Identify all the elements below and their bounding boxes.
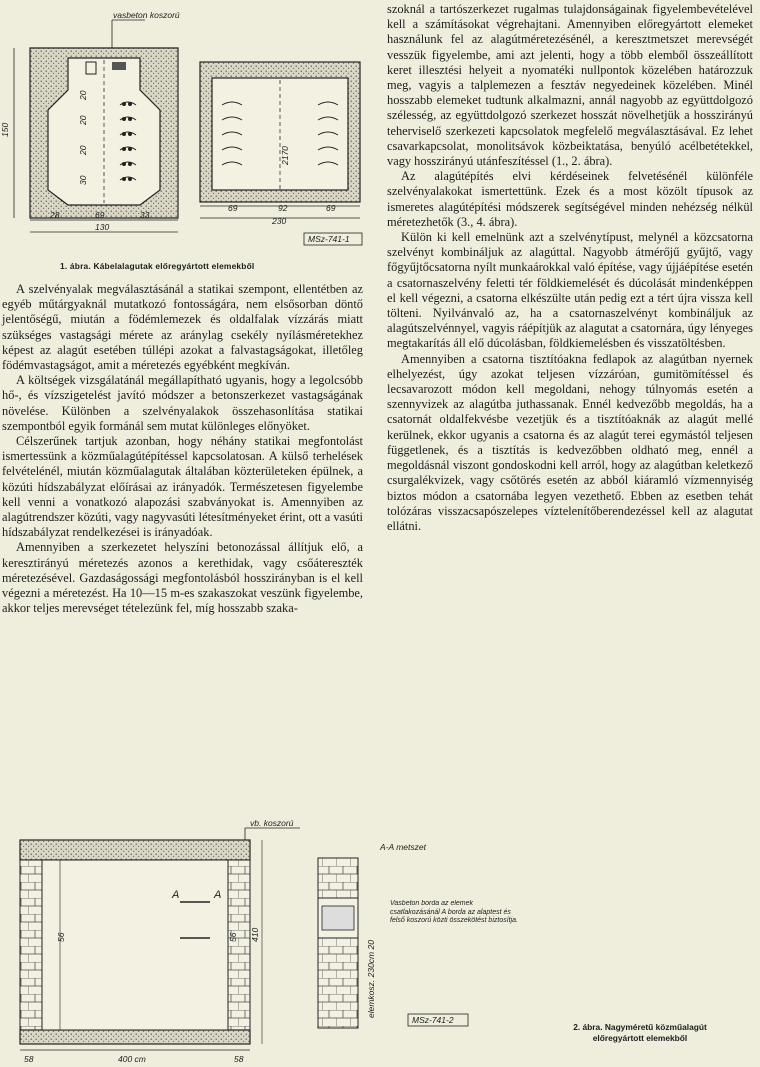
fig2-dim-height: 410 [250,927,260,942]
fig1-dim-v1: 20 [78,90,88,100]
fig2-dim-rotated: elemkosz. 230cm 20 [366,940,376,1018]
left-paragraph: A szelvényalak megválasztásánál a statikai szempont, ellentétben az egyéb műtárgyaknál mutatkozó fontosságára, nem elsősorban döntő jelentőségű, miután a födémlemezek és oldalfalak vízzárás miatt szükséges vastagsági mérete az aránylag csekély nyílásméretekhez képest az alagút esetében túllépi azokat a falvastagságokat, illetőleg födémvastagságot, amit a méretezés egyébként megkíván. [2,282,363,373]
fig1-dim-total-right: 230 [272,216,287,226]
fig2-dim-bottom-left: 58 [24,1054,34,1064]
right-paragraph: szoknál a tartószerkezet rugalmas tulajdonságainak figyelembevételével kell a számításokat végrehajtani. Amennyiben előregyártott elemeket használunk fel az alagútméretezésénél, a keresztmetszet merevségét vesszük figyelembe, ami azt jelenti, hogy a több elemből összeállított keret illesztési helyeit a nyomatéki nullpontok közelében határozzuk meg, vagyis a talplemezen a fesztáv negyedeinek közelében. Minél hosszabb elemeket tudtunk alkalmazni, annál nagyobb az együttdolgozó szélesség, az együttdolgozó szerkezet hosszát növelhetjük a hosszirányú teherviselő szerkezeti kapcsolatok megfelelő megválasztásával. Ez lehet csavarkapcsolat, monolitsávok közbeiktatása, benyúló acélbetétekkel, vagy hosszirányú utánfeszítéssel (1., 2. ábra). [387,2,753,169]
fig2-marker-left: A [172,889,180,901]
left-paragraph: A költségek vizsgálatánál megállapítható ugyanis, hogy a legolcsóbb hő-, és vízszigetelést javító módszer a betonszerkezet vastagságának növelése. Különben a szelvényalakok összehasonlítása statikai szempontból egyik formánál sem mutat különleges előnyöket. [2,373,363,433]
figure-2-caption [540,1022,740,1044]
left-paragraph: Célszerűnek tartjuk azonban, hogy néhány statikai megfontolást ismertessünk a közműalagútépítéssel kapcsolatosan. A külső terhelések felvételénél, miután közműalagutak általában közterületeken épülnek, a közúti hídszabályzat előírásai az irányadók. Természetesen figyelembe kell venni a vonatkozó alapozási szabványokat is. Amennyiben az alagútrendszer közúti, vagy nagyvasúti létesítményeket érint, ott a vasúti hídszabályzat rendelkezései is irányadóak. [2,434,363,540]
right-paragraph: Külön ki kell emelnünk azt a szelvénytípust, melynél a közcsatorna szelvényt kombináljuk az alagúttal. Nagyobb átmérőjű gyűjtő, vagy főgyűjtőcsatorna nyílt munkaárokkal való építése, vagy újjáépítése esetén a csatornaszelvény feletti tér földkiemelését és dúcolását mindenképpen el kell végezni, a csatorna elkészülte után pedig ezt a tért újra vissza kell tölteni. Nyilvánvaló az, ha a csatornaszelvényt kombináljuk az alagútszelvénnyel, vagyis ráépítjük az alagutat a csatornára, úgy lényeges megtakarítás áll elő dúcolásban, földkiemelésben és visszatöltésben. [387,230,753,351]
fig1-dim-b2: 69 [95,210,105,220]
figure-1-caption: 1. ábra. Kábelalagutak előregyártott elemekből [60,261,255,271]
figure-2-caption-line1: 2. ábra. Nagyméretű közműalagút [573,1022,707,1032]
fig2-dim-bottom-right: 58 [234,1054,244,1064]
fig1-dim-height: 150 [0,122,10,137]
fig1-dim-v2: 20 [78,115,88,125]
right-paragraph: Az alagútépítés elvi kérdéseinek felvetésénél különféle szelvényalakokat ismertettünk. Ezek és a most közölt típusok az ismeretes alagútépítési módszerek segítségével minden nehézség nélkül méretezhetők (3., 4. ábra). [387,169,753,229]
right-paragraph: Amennyiben a csatorna tisztítóakna fedlapok az alagútban nyernek elhelyezést, úgy azokat teljesen vízzáróan, gumitömítéssel és lecsavarozott módon kell megoldani, nehogy túlnyomás esetén a szennyvizek az alagútba juthassanak. Ennél kedvezőbb megoldás, ha a csatornát oldalfekvésbe vezetjük és a tisztítóaknák az alagút mellé kerülnek, ekkor ugyanis a csatorna és az alagút terei egymástól teljesen függetlenek, és a tisztítás is kedvezőbben oldható meg, ennél a megoldásnál viszont gondoskodni kell arról, hogy az alagútban keletkező csurgalékvizek, vagy csőtörés esetén az abból kiáramló vízmennyiség biztos módon a csatornába legyen vezethető. Ebben az esetben tehát tolózáras visszacsapószelepes víztelenítőberendezéssel kell az alagutat ellátni. [387,351,753,533]
fig1-right-section [200,62,360,226]
fig1-stamp: MSz-741-1 [308,234,350,244]
fig1-dim-rb3: 69 [326,203,336,213]
fig2-note: Vasbeton borda az elemek csatlakozásánál A borda az alaptest és felső koszorú közti összekötést biztosítja. [390,900,518,924]
fig2-dim-bottom-mid: 400 cm [118,1054,146,1064]
figure-1 [0,0,370,262]
fig1-dim-total-left: 130 [95,222,110,232]
fig1-dim-v4: 30 [78,175,88,185]
fig1-dim-inner: 2170 [280,146,290,165]
fig2-stamp: MSz-741-2 [412,1015,454,1025]
fig1-dim-b3: 33 [140,210,150,220]
fig1-left-section [0,10,180,232]
fig2-aa-section [318,842,520,1028]
left-paragraph: Amennyiben a szerkezetet helyszíni betonozással állítjuk elő, a keresztirányú méretezés azonos a kerethidak, vagy csőátereszték méretezésével. Gazdaságossági megfontolásból hosszirányban is el kell végezni a méretezést. Ha 10—15 m-es szakaszokat veszünk figyelembe, akkor teljes merevséget tételezünk fel, míg hosszabb szaka- [2,540,363,616]
fig1-label-top: vasbeton koszorú [113,10,180,20]
fig2-dim-right-vert: 56 [228,932,238,942]
fig2-label-top: vb. koszorú [250,818,294,828]
fig2-section-title: A-A metszet [380,842,426,852]
left-column [2,282,363,616]
fig1-dim-rb1: 69 [228,203,238,213]
fig1-dim-rb2: 92 [278,203,288,213]
fig1-dim-b1: 28 [50,210,60,220]
fig2-marker-right: A [214,889,222,901]
fig2-dim-left-vert: 56 [56,932,66,942]
figure-2-caption-line2: előregyártott elemekből [592,1033,688,1043]
right-column [387,2,753,534]
fig2-cross-section [20,818,300,1064]
fig1-dim-v3: 20 [78,145,88,155]
